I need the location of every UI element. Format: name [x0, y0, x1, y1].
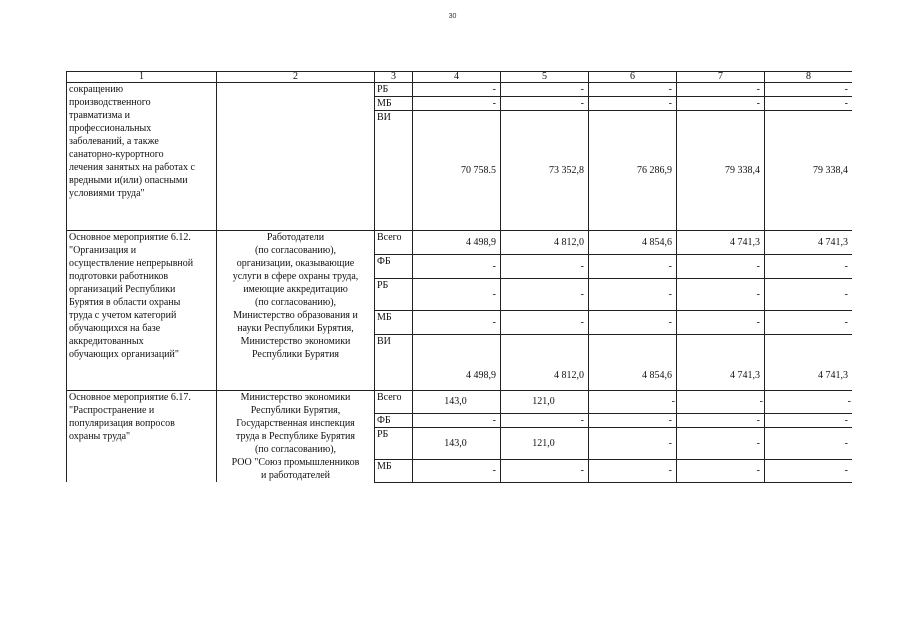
funding-source: РБ — [375, 279, 413, 311]
value-cell: 4 854,6 — [589, 335, 677, 391]
value-cell: - — [765, 459, 853, 482]
value-cell: - — [501, 459, 589, 482]
value-cell: - — [765, 391, 853, 414]
value-cell: - — [413, 311, 501, 335]
value-cell: 4 812,0 — [501, 231, 589, 255]
program-table-container — [66, 71, 852, 487]
value-cell: - — [589, 255, 677, 279]
value-cell: - — [677, 255, 765, 279]
value-cell: - — [589, 459, 677, 482]
value-cell: - — [765, 83, 853, 97]
value-cell: - — [589, 428, 677, 459]
value-cell: - — [677, 97, 765, 111]
value-cell: - — [501, 413, 589, 428]
measure-description: Основное мероприятие 6.17. "Распространение и популяризация вопросов охраны труда" — [67, 391, 217, 483]
table-row — [67, 83, 853, 97]
value-cell: - — [413, 83, 501, 97]
measure-description: сокращению производственного травматизма и профессиональных заболеваний, а также санаторно-курортного лечения занятых на работах с вредными и(или) опасными условиями труда" — [67, 83, 217, 231]
value-cell: 4 741,3 — [765, 231, 853, 255]
column-header: 3 — [375, 72, 413, 83]
measure-executor: Работодатели (по согласованию), организации, оказывающие услуги в сфере охраны труда, имеющие аккредитацию (по согласованию), Министерство образования и науки Республики Бурятия, Министерство экономики Республики Бурятия — [217, 231, 375, 391]
funding-source: ФБ — [375, 413, 413, 428]
measure-description: Основное мероприятие 6.12. "Организация и осуществление непрерывной подготовки работников организаций Республики Бурятия в области охраны труда с учетом категорий обучающихся на базе аккредитованных обучающих организаций" — [67, 231, 217, 391]
funding-source: РБ — [375, 428, 413, 459]
value-cell: 4 854,6 — [589, 231, 677, 255]
value-cell: - — [765, 428, 853, 459]
column-number-row — [67, 72, 853, 83]
value-cell: 121,0 — [501, 391, 589, 414]
value-cell: - — [589, 391, 677, 414]
value-cell: 4 741,3 — [677, 231, 765, 255]
column-header: 2 — [217, 72, 375, 83]
value-cell: - — [677, 428, 765, 459]
value-cell: - — [501, 311, 589, 335]
measure-executor: Министерство экономики Республики Бурятия, Государственная инспекция труда в Республике Бурятия (по согласованию), РОО "Союз промышленников и работодателей — [217, 391, 375, 483]
value-cell: - — [677, 83, 765, 97]
value-cell: - — [589, 279, 677, 311]
value-cell: - — [677, 311, 765, 335]
value-cell: - — [765, 255, 853, 279]
column-header: 4 — [413, 72, 501, 83]
funding-source: ВИ — [375, 111, 413, 231]
measure-executor — [217, 83, 375, 231]
column-header: 6 — [589, 72, 677, 83]
value-cell: - — [501, 83, 589, 97]
value-cell: - — [413, 279, 501, 311]
column-header: 5 — [501, 72, 589, 83]
funding-source: ВИ — [375, 335, 413, 391]
funding-source: МБ — [375, 311, 413, 335]
value-cell: 4 741,3 — [677, 335, 765, 391]
column-header: 8 — [765, 72, 853, 83]
table-row — [67, 231, 853, 255]
value-cell: 70 758.5 — [413, 111, 501, 231]
value-cell: - — [677, 391, 765, 414]
value-cell: - — [677, 279, 765, 311]
value-cell: - — [589, 311, 677, 335]
value-cell: - — [413, 255, 501, 279]
column-header: 7 — [677, 72, 765, 83]
funding-source: МБ — [375, 97, 413, 111]
value-cell: - — [501, 255, 589, 279]
value-cell: - — [765, 97, 853, 111]
value-cell: - — [765, 413, 853, 428]
value-cell: - — [589, 413, 677, 428]
table-row — [67, 391, 853, 414]
value-cell: - — [765, 311, 853, 335]
value-cell: 73 352,8 — [501, 111, 589, 231]
funding-source: Всего — [375, 391, 413, 414]
value-cell: - — [589, 97, 677, 111]
value-cell: 143,0 — [413, 391, 501, 414]
funding-source: МБ — [375, 459, 413, 482]
program-funding-table — [66, 71, 852, 483]
value-cell: 4 498,9 — [413, 335, 501, 391]
value-cell: - — [501, 279, 589, 311]
value-cell: - — [413, 459, 501, 482]
value-cell: - — [501, 97, 589, 111]
value-cell: 76 286,9 — [589, 111, 677, 231]
value-cell: 121,0 — [501, 428, 589, 459]
value-cell: 4 498,9 — [413, 231, 501, 255]
column-header: 1 — [67, 72, 217, 83]
value-cell: 79 338,4 — [765, 111, 853, 231]
funding-source: РБ — [375, 83, 413, 97]
value-cell: - — [589, 83, 677, 97]
value-cell: - — [677, 413, 765, 428]
value-cell: 79 338,4 — [677, 111, 765, 231]
value-cell: 4 812,0 — [501, 335, 589, 391]
page-number: 30 — [448, 13, 457, 20]
funding-source: ФБ — [375, 255, 413, 279]
value-cell: - — [413, 413, 501, 428]
funding-source: Всего — [375, 231, 413, 255]
value-cell: 4 741,3 — [765, 335, 853, 391]
value-cell: - — [765, 279, 853, 311]
value-cell: - — [413, 97, 501, 111]
value-cell: 143,0 — [413, 428, 501, 459]
value-cell: - — [677, 459, 765, 482]
